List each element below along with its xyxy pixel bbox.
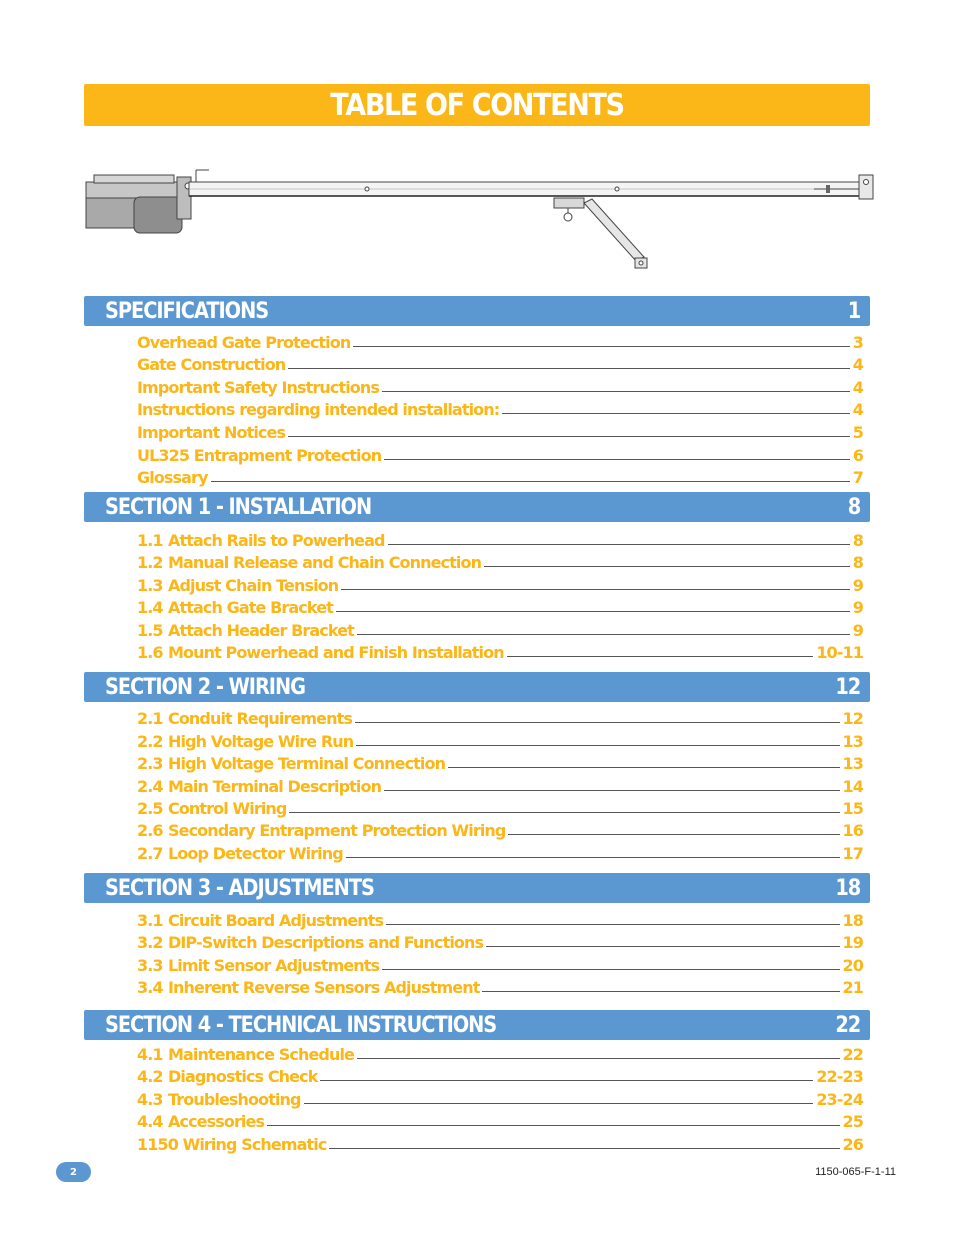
entry-page: 18 [842, 910, 863, 930]
toc-entry[interactable] [137, 442, 863, 465]
entry-number: 1.4 [137, 598, 163, 617]
entry-label: High Voltage Terminal Connection [168, 754, 446, 774]
entry-label: Control Wiring [168, 798, 287, 818]
dot-leader [386, 924, 839, 925]
toc-entry[interactable] [137, 796, 863, 818]
section-title: SECTION 1 - INSTALLATION [105, 494, 372, 520]
entry-page: 4 [852, 355, 863, 375]
dot-leader [288, 368, 849, 369]
toc-entry[interactable] [137, 706, 863, 728]
section-header[interactable] [84, 1010, 870, 1040]
entry-label: Important Safety Instructions [137, 377, 380, 397]
entry-number: 1.6 [137, 643, 163, 662]
entry-number: 1.3 [137, 575, 163, 595]
gate-opener-icon [84, 165, 884, 275]
entry-label: Limit Sensor Adjustments [168, 955, 380, 975]
entry-number: 4.4 [137, 1112, 163, 1132]
toc-entry[interactable] [137, 1131, 863, 1154]
section-title: SECTION 3 - ADJUSTMENTS [105, 875, 374, 901]
dot-leader [482, 991, 839, 992]
entry-list [137, 907, 863, 997]
entry-page: 21 [842, 978, 863, 998]
entry-label: Diagnostics Check [168, 1067, 318, 1087]
entry-page: 19 [842, 933, 863, 953]
entry-label: Gate Construction [137, 355, 286, 375]
page-title: TABLE OF CONTENTS [330, 87, 624, 123]
entry-page: 4 [852, 400, 863, 420]
toc-entry[interactable] [137, 728, 863, 750]
toc-entry[interactable] [137, 751, 863, 773]
entry-page: 12 [842, 709, 863, 729]
dot-leader [355, 722, 840, 723]
entry-label: High Voltage Wire Run [168, 731, 354, 751]
entry-number: 4.1 [137, 1044, 163, 1064]
entry-page: 16 [842, 821, 863, 841]
document-code: 1150-065-F-1-11 [815, 1166, 896, 1178]
dot-leader [346, 857, 840, 858]
section-header[interactable] [84, 672, 870, 702]
entry-label: 1150 Wiring Schematic [137, 1134, 327, 1154]
entry-page: 15 [842, 798, 863, 818]
section-header[interactable] [84, 873, 870, 903]
dot-leader [508, 834, 839, 835]
dot-leader [304, 1103, 814, 1104]
dot-leader [382, 391, 850, 392]
toc-entry[interactable] [137, 374, 863, 397]
title-banner [84, 84, 870, 126]
entry-number: 1.5 [137, 620, 163, 640]
section-header[interactable] [84, 296, 870, 326]
entry-page: 3 [852, 332, 863, 352]
dot-leader [356, 745, 839, 746]
entry-label: Adjust Chain Tension [168, 575, 339, 595]
toc-entry[interactable] [137, 952, 863, 975]
entry-label: Important Notices [137, 422, 286, 442]
entry-page: 8 [852, 553, 863, 572]
entry-label: Conduit Requirements [168, 709, 353, 729]
entry-label: Attach Header Bracket [168, 620, 354, 640]
dot-leader [486, 946, 839, 947]
entry-page: 13 [842, 754, 863, 774]
toc-entry[interactable] [137, 840, 863, 862]
toc-entry[interactable] [137, 1109, 863, 1132]
entry-number: 3.1 [137, 910, 163, 930]
page-number-badge [56, 1162, 91, 1182]
dot-leader [320, 1080, 813, 1081]
dot-leader [353, 346, 849, 347]
section-title: SECTION 2 - WIRING [105, 674, 305, 700]
entry-page: 26 [842, 1134, 863, 1154]
entry-number: 1.2 [137, 553, 163, 572]
toc-entry[interactable] [137, 1041, 863, 1064]
toc-entry[interactable] [137, 1064, 863, 1087]
entry-number: 2.7 [137, 843, 163, 863]
entry-list [137, 1041, 863, 1154]
toc-entry[interactable] [137, 550, 863, 573]
entry-page: 8 [852, 530, 863, 550]
section-header[interactable] [84, 492, 870, 522]
entry-label: Troubleshooting [168, 1089, 301, 1109]
toc-entry[interactable] [137, 465, 863, 488]
entry-label: Maintenance Schedule [168, 1044, 355, 1064]
toc-entry[interactable] [137, 617, 863, 640]
entry-number: 2.4 [137, 776, 163, 796]
entry-page: 4 [852, 377, 863, 397]
entry-label: Attach Gate Bracket [168, 598, 333, 617]
dot-leader [448, 767, 839, 768]
toc-entry[interactable] [137, 329, 863, 352]
entry-label: UL325 Entrapment Protection [137, 445, 382, 465]
dot-leader [484, 566, 850, 567]
entry-label: Loop Detector Wiring [168, 843, 343, 863]
dot-leader [384, 459, 850, 460]
entry-page: 9 [852, 575, 863, 595]
section-page: 1 [847, 298, 860, 324]
toc-entry[interactable] [137, 773, 863, 795]
entry-list [137, 527, 863, 662]
toc-entry[interactable] [137, 397, 863, 420]
entry-number: 4.3 [137, 1089, 163, 1109]
toc-entry[interactable] [137, 640, 863, 663]
entry-label: Overhead Gate Protection [137, 332, 351, 352]
entry-number: 1.1 [137, 530, 163, 550]
entry-page: 22 [842, 1044, 863, 1064]
dot-leader [336, 611, 850, 612]
dot-leader [289, 812, 839, 813]
entry-page: 6 [852, 445, 863, 465]
toc-entry[interactable] [137, 907, 863, 930]
entry-label: Inherent Reverse Sensors Adjustment [168, 978, 480, 998]
entry-page: 14 [842, 776, 863, 796]
dot-leader [267, 1125, 839, 1126]
entry-page: 7 [852, 468, 863, 488]
entry-label: Secondary Entrapment Protection Wiring [168, 821, 506, 841]
page-number: 2 [70, 1166, 77, 1178]
entry-page: 23-24 [816, 1089, 863, 1109]
toc-entry[interactable] [137, 1086, 863, 1109]
entry-page: 5 [852, 422, 863, 442]
entry-number: 2.5 [137, 798, 163, 818]
entry-label: Accessories [168, 1112, 265, 1132]
entry-label: Mount Powerhead and Finish Installation [168, 643, 504, 662]
dot-leader [502, 413, 850, 414]
entry-number: 2.6 [137, 821, 163, 841]
entry-page: 9 [852, 598, 863, 617]
entry-page: 9 [852, 620, 863, 640]
entry-number: 4.2 [137, 1067, 163, 1087]
toc-entry[interactable] [137, 527, 863, 550]
dot-leader [211, 481, 850, 482]
dot-leader [384, 790, 839, 791]
entry-number: 3.2 [137, 933, 163, 953]
dot-leader [341, 589, 850, 590]
section-title: SECTION 4 - TECHNICAL INSTRUCTIONS [105, 1012, 497, 1038]
entry-page: 17 [842, 843, 863, 863]
entry-list [137, 706, 863, 863]
section-title: SPECIFICATIONS [105, 298, 269, 324]
entry-label: DIP-Switch Descriptions and Functions [168, 933, 484, 953]
dot-leader [357, 1058, 840, 1059]
entry-page: 20 [842, 955, 863, 975]
entry-number: 2.2 [137, 731, 163, 751]
entry-number: 3.4 [137, 978, 163, 998]
entry-number: 2.1 [137, 709, 163, 729]
entry-label: Attach Rails to Powerhead [168, 530, 385, 550]
dot-leader [288, 436, 850, 437]
entry-label: Main Terminal Description [168, 776, 382, 796]
entry-number: 2.3 [137, 754, 163, 774]
entry-label: Instructions regarding intended installation: [137, 400, 500, 420]
toc-entry[interactable] [137, 930, 863, 953]
entry-label: Manual Release and Chain Connection [168, 553, 482, 572]
dot-leader [329, 1148, 839, 1149]
section-page: 22 [835, 1012, 860, 1038]
toc-entry[interactable] [137, 419, 863, 442]
toc-entry[interactable] [137, 595, 863, 618]
entry-page: 13 [842, 731, 863, 751]
entry-label: Glossary [137, 468, 208, 488]
dot-leader [357, 634, 850, 635]
dot-leader [382, 969, 839, 970]
toc-entry[interactable] [137, 818, 863, 840]
toc-entry[interactable] [137, 572, 863, 595]
section-page: 18 [835, 875, 860, 901]
entry-number: 3.3 [137, 955, 163, 975]
dot-leader [507, 656, 814, 657]
entry-label: Circuit Board Adjustments [168, 910, 384, 930]
entry-list [137, 329, 863, 487]
entry-page: 22-23 [816, 1067, 863, 1087]
toc-entry[interactable] [137, 352, 863, 375]
entry-page: 10-11 [816, 643, 863, 662]
toc-entry[interactable] [137, 975, 863, 998]
dot-leader [388, 544, 850, 545]
entry-page: 25 [842, 1112, 863, 1132]
section-page: 12 [835, 674, 860, 700]
section-page: 8 [847, 494, 860, 520]
